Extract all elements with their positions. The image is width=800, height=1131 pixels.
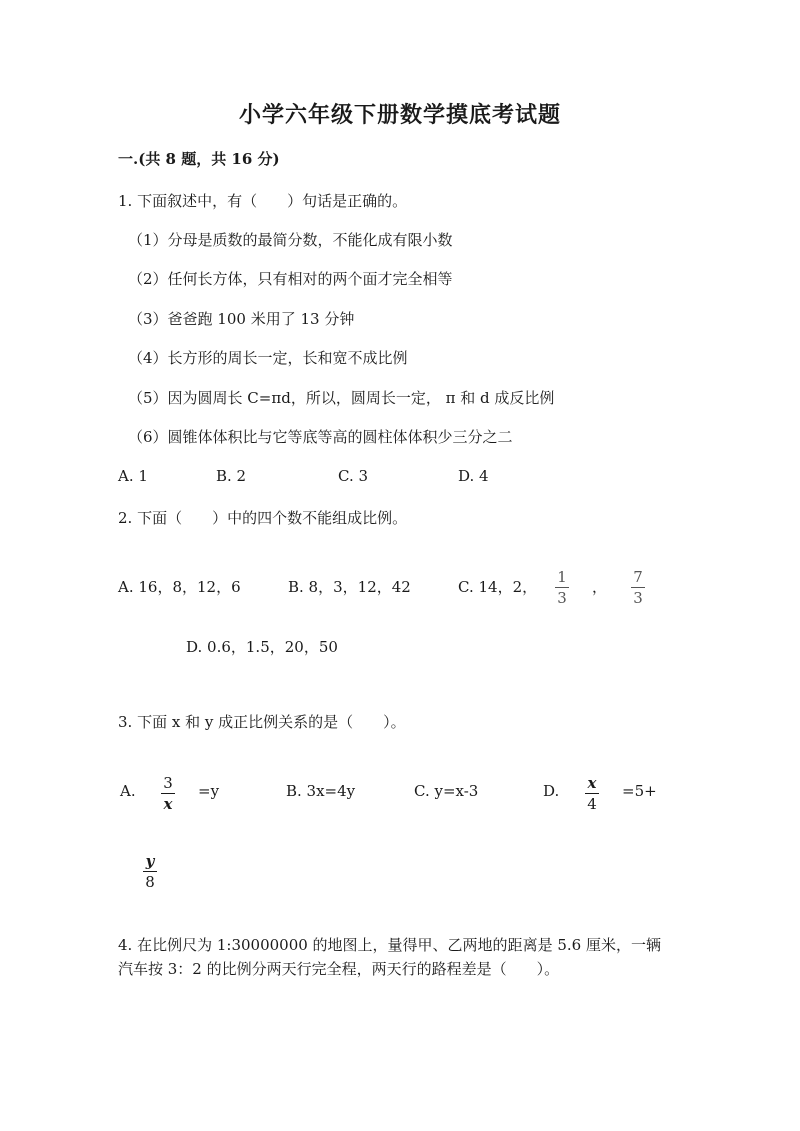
page-title: 小学六年级下册数学摸底考试题: [238, 102, 561, 128]
fraction-numerator: x: [587, 774, 597, 792]
fraction-denominator: 3: [557, 589, 567, 607]
section-heading: 一.(共 8 题，共 16 分): [118, 150, 280, 168]
question-1-statement: （6）圆锥体体积比与它等底等高的圆柱体体积少三分之二: [128, 428, 513, 446]
question-3-option-a-suffix: =y: [198, 782, 220, 800]
question-1-option-c: C. 3: [338, 467, 369, 485]
fraction-one-third: [552, 570, 572, 606]
question-1-statement: （5）因为圆周长 C=πd，所以，圆周长一定， π 和 d 成反比例: [128, 389, 555, 407]
question-1-option-a: A. 1: [118, 467, 148, 485]
question-3-option-d-label: D.: [543, 782, 560, 800]
question-3-option-b: B. 3x=4y: [286, 782, 356, 800]
question-3-stem: 3. 下面 x 和 y 成正比例关系的是（ ）。: [118, 713, 406, 731]
question-2-option-b: B. 8，3，12，42: [288, 578, 411, 596]
fraction-denominator: 8: [145, 873, 155, 891]
question-4-line-1: 4. 在比例尺为 1:30000000 的地图上，量得甲、乙两地的距离是 5.6 厘米，一辆: [118, 936, 661, 954]
question-4-line-2: 汽车按 3：2 的比例分两天行完全程，两天行的路程差是（ ）。: [118, 960, 560, 978]
question-1-statement: （4）长方形的周长一定，长和宽不成比例: [128, 349, 408, 367]
question-3-option-a-label: A.: [120, 782, 136, 800]
fraction-x-over-four: [582, 776, 602, 812]
fraction-denominator: 3: [633, 589, 643, 607]
question-1-stem: 1. 下面叙述中，有（ ）句话是正确的。: [118, 192, 408, 210]
fraction-numerator: 7: [633, 568, 643, 586]
question-1-option-d: D. 4: [458, 467, 489, 485]
question-3-option-d-suffix: =5+: [622, 782, 657, 800]
question-1-option-b: B. 2: [216, 467, 247, 485]
question-3-option-c: C. y=x-3: [414, 782, 479, 800]
question-1-statement: （2）任何长方体，只有相对的两个面才完全相等: [128, 270, 453, 288]
question-2-separator: ，: [592, 578, 608, 596]
fraction-denominator: x: [163, 795, 173, 813]
fraction-three-over-x: [158, 776, 178, 812]
fraction-numerator: 3: [163, 774, 173, 792]
question-2-option-c-prefix: C. 14，2，: [458, 578, 538, 596]
fraction-denominator: 4: [587, 795, 597, 813]
question-2-option-a: A. 16，8，12，6: [118, 578, 241, 596]
fraction-seven-thirds: [628, 570, 648, 606]
question-1-statement: （3）爸爸跑 100 米用了 13 分钟: [128, 310, 355, 328]
question-2-stem: 2. 下面（ ）中的四个数不能组成比例。: [118, 509, 408, 527]
question-2-option-d: D. 0.6，1.5，20，50: [186, 638, 338, 656]
fraction-y-over-eight: [140, 854, 160, 890]
fraction-numerator: y: [145, 852, 155, 870]
fraction-numerator: 1: [557, 568, 567, 586]
question-1-statement: （1）分母是质数的最简分数，不能化成有限小数: [128, 231, 453, 249]
